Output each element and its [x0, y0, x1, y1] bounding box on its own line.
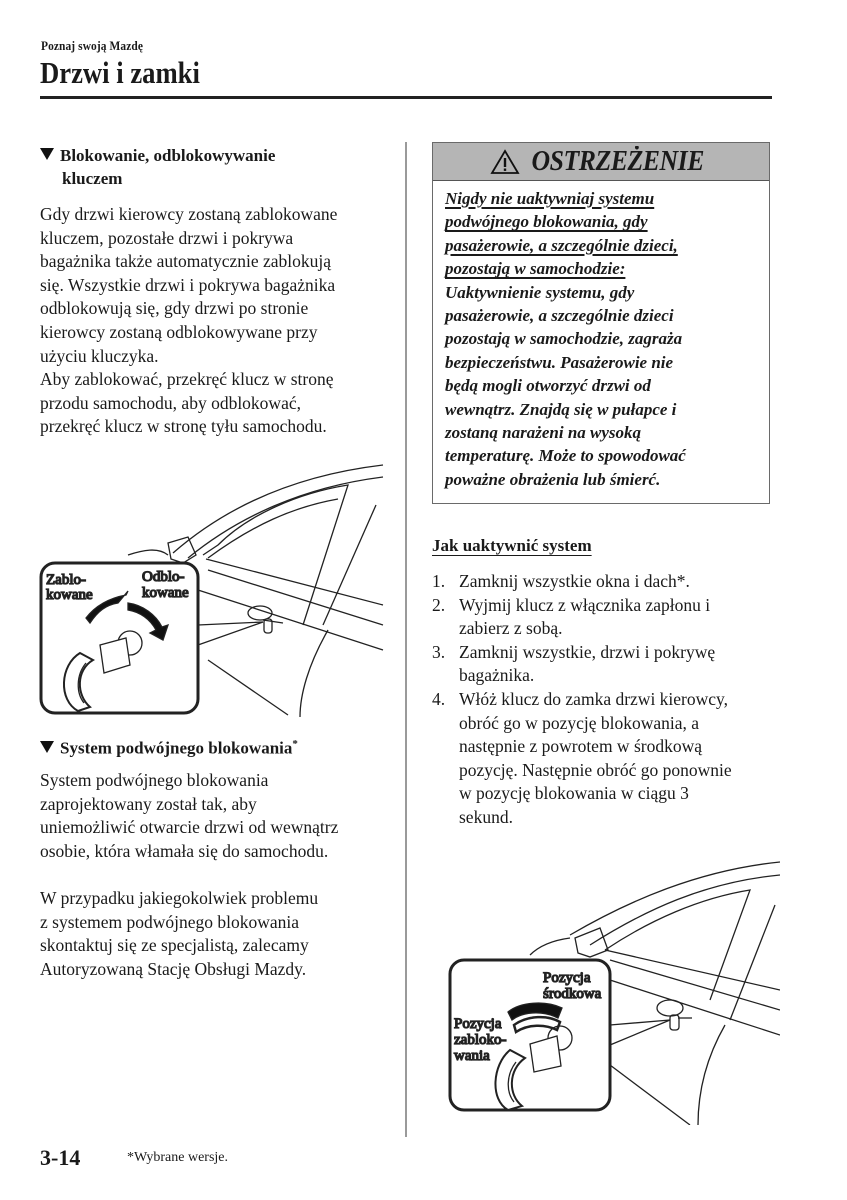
- heading-line: kluczem: [62, 169, 123, 188]
- text-line: osobie, która włamała się do samochodu.: [40, 840, 329, 861]
- warning-text: [433, 181, 769, 491]
- optional-marker: *: [292, 738, 298, 750]
- warning-line-emphasis: pozostają w samochodzie:: [445, 259, 626, 279]
- warning-title: OSTRZEŻENIE: [531, 145, 705, 177]
- text-line: przekręć klucz w stronę tyłu samochodu.: [40, 416, 327, 437]
- step-line: obróć go w pozycję blokowania, a: [459, 712, 700, 733]
- warning-line: będą mogli otworzyć drzwi od: [445, 376, 651, 396]
- label-unlocked: Odblo-: [142, 569, 185, 585]
- callout-pointer: [198, 622, 263, 645]
- text-line: W przypadku jakiegokolwiek problemu: [40, 888, 319, 908]
- section-label: Poznaj swoją Mazdę: [41, 38, 143, 53]
- label-locked: Zablo-: [46, 572, 86, 588]
- warning-line-emphasis: podwójnego blokowania, gdy: [445, 212, 648, 232]
- column-divider: [405, 142, 407, 1137]
- step-line: Zamknij wszystkie okna i dach*.: [459, 571, 690, 591]
- label-unlocked: kowane: [142, 585, 189, 601]
- label-lock-position: wania: [454, 1048, 490, 1064]
- text-line: uniemożliwić otwarcie drzwi od wewnątrz: [40, 817, 339, 838]
- text-line: z systemem podwójnego blokowania: [40, 911, 300, 932]
- title-rule: [40, 96, 772, 99]
- warning-header: [433, 143, 769, 181]
- text-line: kierowcy zostaną odblokowywane przy: [40, 321, 318, 342]
- door-key-lock-illustration: [38, 455, 405, 717]
- step-line: sekund.: [459, 806, 513, 827]
- warning-line: poważne obrażenia lub śmierć.: [445, 469, 661, 489]
- text-line: się. Wszystkie drzwi i pokrywa bagażnika: [40, 274, 336, 295]
- step-item: [432, 570, 777, 594]
- step-line: bagażnika.: [459, 665, 535, 686]
- warning-line: wewnątrz. Znajdą się w pułapce i: [445, 399, 677, 419]
- warning-line: Uaktywnienie systemu, gdy: [445, 282, 635, 302]
- warning-line: temperaturę. Może to spowodować: [445, 446, 686, 466]
- warning-line: pozostają w samochodzie, zagraża: [445, 329, 683, 349]
- label-locked: kowane: [46, 587, 93, 603]
- label-lock-position: zabloko-: [454, 1032, 507, 1048]
- warning-box: [432, 142, 770, 504]
- callout-pointer: [610, 1020, 670, 1045]
- how-to-heading: Jak uaktywnić system: [432, 536, 592, 555]
- text-line: odblokowują się, gdy drzwi po stronie: [40, 298, 309, 319]
- step-line: Zamknij wszystkie, drzwi i pokrywę: [459, 641, 716, 662]
- step-number: 1.: [432, 571, 446, 591]
- label-center-position: Pozycja: [543, 970, 591, 986]
- text-line: Autoryzowaną Stację Obsługi Mazdy.: [40, 958, 307, 979]
- triangle-bullet-icon: [40, 148, 54, 160]
- step-line: zabierz z sobą.: [459, 618, 563, 639]
- warning-triangle-icon: [490, 149, 520, 175]
- step-item: [432, 641, 777, 688]
- key-locking-paragraph: [40, 203, 400, 439]
- label-center-position: środkowa: [543, 986, 602, 1002]
- text-line: System podwójnego blokowania: [40, 770, 269, 790]
- page-title: Drzwi i zamki: [40, 55, 200, 90]
- warning-line-emphasis: Nigdy nie uaktywniaj systemu: [445, 189, 655, 208]
- text-line: zaprojektowany został tak, aby: [40, 793, 257, 814]
- step-item: [432, 594, 777, 641]
- text-line: bagażnika także automatycznie zablokują: [40, 251, 332, 272]
- heading-text: System podwójnego blokowania: [60, 738, 293, 758]
- step-line: pozycję. Następnie obróć go ponownie: [459, 759, 732, 780]
- warning-line: zostaną narażeni na wysoką: [445, 423, 642, 443]
- text-line: przodu samochodu, aby odblokować,: [40, 392, 301, 413]
- triangle-bullet-icon: [40, 741, 54, 753]
- service-paragraph: [40, 887, 400, 981]
- double-locking-paragraph: [40, 769, 400, 863]
- text-line: użyciu kluczyka.: [40, 345, 159, 366]
- step-number: 3.: [432, 641, 446, 662]
- step-line: następnie z powrotem w środkową: [459, 736, 702, 757]
- text-line: Gdy drzwi kierowcy zostaną zablokowane: [40, 204, 338, 224]
- warning-line-emphasis: pasażerowie, a szczególnie dzieci,: [445, 235, 678, 255]
- step-line: w pozycję blokowania w ciągu 3: [459, 783, 689, 804]
- heading-line: Blokowanie, odblokowywanie: [60, 146, 276, 165]
- double-lock-activation-illustration: [430, 860, 780, 1125]
- text-line: kluczem, pozostałe drzwi i pokrywa: [40, 227, 294, 248]
- warning-line: pasażerowie, a szczególnie dzieci: [445, 306, 674, 326]
- step-item: [432, 688, 777, 830]
- page-number: 3-14: [40, 1145, 81, 1170]
- label-lock-position: Pozycja: [454, 1016, 502, 1032]
- text-line: skontaktuj się ze specjalistą, zalecamy: [40, 935, 309, 956]
- text-line: Aby zablokować, przekręć klucz w stronę: [40, 369, 334, 390]
- step-line: Wyjmij klucz z włącznika zapłonu i: [459, 594, 711, 615]
- steps-list: [432, 570, 777, 830]
- section-heading-double-locking: [40, 733, 400, 760]
- warning-line: bezpieczeństwu. Pasażerowie nie: [445, 352, 674, 372]
- section-heading-key-locking: [40, 144, 380, 190]
- step-line: Włóż klucz do zamka drzwi kierowcy,: [459, 688, 729, 709]
- footnote: *Wybrane wersje.: [127, 1150, 229, 1165]
- step-number: 2.: [432, 594, 446, 615]
- step-number: 4.: [432, 688, 446, 709]
